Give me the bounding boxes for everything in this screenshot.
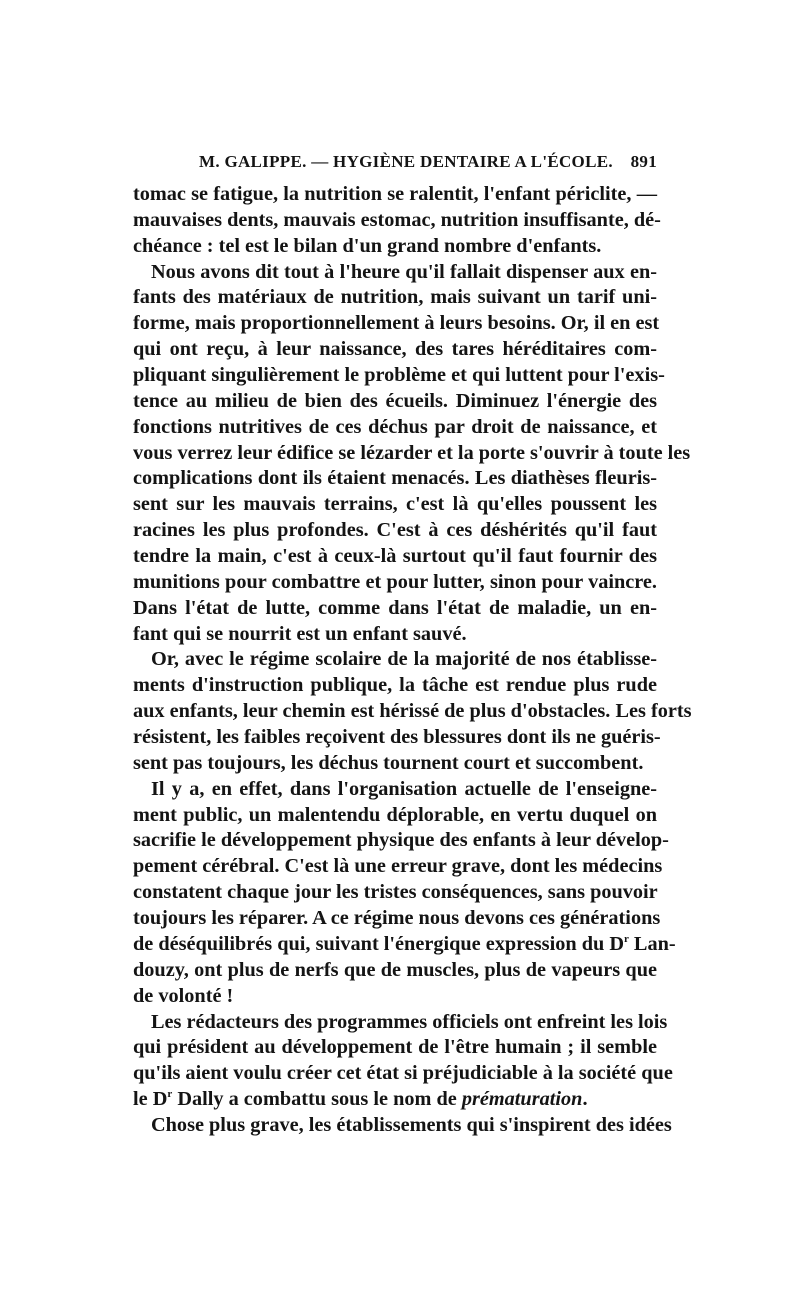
book-page bbox=[133, 152, 692, 1139]
page-number: 891 bbox=[630, 152, 657, 171]
text-line: tomac se fatigue, la nutrition se ralentit, l'enfant périclite, — bbox=[133, 183, 657, 205]
text-line: Or, avec le régime scolaire de la majorité de nos établisse- bbox=[151, 648, 657, 671]
text-line: vous verrez leur édifice se lézarder et la porte s'ouvrir à toute les bbox=[133, 441, 691, 464]
text-fragment: Dally a combattu sous le nom de bbox=[172, 1088, 462, 1111]
paragraph-3 bbox=[133, 647, 692, 776]
text-line: Il y a, en effet, dans l'organisation actuelle de l'enseigne- bbox=[151, 777, 657, 800]
paragraph-1 bbox=[133, 182, 661, 260]
text-line: toujours les réparer. A ce régime nous devons ces générations bbox=[133, 907, 661, 930]
text-line: Chose plus grave, les établissements qui s'inspirent des idées bbox=[151, 1113, 672, 1136]
text-line: complications dont ils étaient menacés. Les diathèses fleuris- bbox=[133, 467, 657, 490]
text-line: qui ont reçu, à leur naissance, des tares héréditaires com- bbox=[133, 338, 657, 361]
text-line: mauvaises dents, mauvais estomac, nutrition insuffisante, dé- bbox=[133, 208, 661, 231]
text-line: fants des matériaux de nutrition, mais suivant un tarif uni- bbox=[133, 286, 657, 309]
superscript: r bbox=[167, 1088, 173, 1101]
text-line: aux enfants, leur chemin est hérissé de plus d'obstacles. Les forts bbox=[133, 700, 692, 723]
text-line: tence au milieu de bien des écueils. Diminuez l'énergie des bbox=[133, 389, 657, 412]
body-text bbox=[133, 182, 692, 1139]
text-line: résistent, les faibles reçoivent des blessures dont ils ne guéris- bbox=[133, 726, 661, 749]
text-line: tendre la main, c'est à ceux-là surtout qu'il faut fournir des bbox=[133, 545, 657, 568]
text-fragment: le D bbox=[133, 1088, 168, 1111]
text-fragment: de déséquilibrés qui, suivant l'énergique expression du D bbox=[133, 932, 624, 955]
text-line: de volonté ! bbox=[133, 984, 234, 1007]
running-title: M. GALIPPE. — HYGIÈNE DENTAIRE A L'ÉCOLE. bbox=[199, 152, 613, 171]
text-line: sacrifie le développement physique des enfants à leur dévelop- bbox=[133, 829, 669, 852]
text-line: pliquant singulièrement le problème et qui luttent pour l'exis- bbox=[133, 364, 665, 387]
text-line: fant qui se nourrit est un enfant sauvé. bbox=[133, 622, 467, 645]
text-line: forme, mais proportionnellement à leurs besoins. Or, il en est bbox=[133, 312, 660, 335]
text-line: munitions pour combattre et pour lutter, sinon pour vaincre. bbox=[133, 570, 657, 593]
text-line: constatent chaque jour les tristes conséquences, sans pouvoir bbox=[133, 881, 658, 904]
text-line: qu'ils aient voulu créer cet état si préjudiciable à la société que bbox=[133, 1062, 673, 1085]
text-line: Les rédacteurs des programmes officiels ont enfreint les lois bbox=[151, 1010, 668, 1033]
italic-term: prématuration bbox=[461, 1088, 583, 1111]
text-fragment: . bbox=[582, 1088, 588, 1111]
text-line: Nous avons dit tout à l'heure qu'il fallait dispenser aux en- bbox=[151, 260, 657, 283]
text-line: fonctions nutritives de ces déchus par droit de naissance, et bbox=[133, 415, 657, 438]
paragraph-4 bbox=[133, 777, 676, 1010]
text-fragment: Lan- bbox=[628, 932, 676, 955]
text-line-doctor bbox=[133, 932, 676, 958]
paragraph-2 bbox=[133, 260, 691, 648]
text-line-dally bbox=[133, 1087, 657, 1113]
paragraph-5 bbox=[133, 1010, 673, 1139]
running-head bbox=[133, 152, 657, 182]
text-line: racines les plus profondes. C'est à ces déshérités qu'il faut bbox=[133, 519, 657, 542]
text-line: pement cérébral. C'est là une erreur grave, dont les médecins bbox=[133, 855, 663, 878]
text-line: Dans l'état de lutte, comme dans l'état de maladie, un en- bbox=[133, 596, 657, 619]
text-line: chéance : tel est le bilan d'un grand nombre d'enfants. bbox=[133, 234, 602, 257]
superscript: r bbox=[623, 933, 629, 946]
text-line: sent sur les mauvais terrains, c'est là qu'elles poussent les bbox=[133, 493, 657, 516]
text-line: douzy, ont plus de nerfs que de muscles, plus de vapeurs que bbox=[133, 958, 657, 981]
text-line: ment public, un malentendu déplorable, en vertu duquel on bbox=[133, 803, 657, 826]
text-line: ments d'instruction publique, la tâche est rendue plus rude bbox=[133, 674, 657, 697]
text-line: qui président au développement de l'être humain ; il semble bbox=[133, 1036, 657, 1059]
text-line: sent pas toujours, les déchus tournent court et succombent. bbox=[133, 751, 644, 774]
